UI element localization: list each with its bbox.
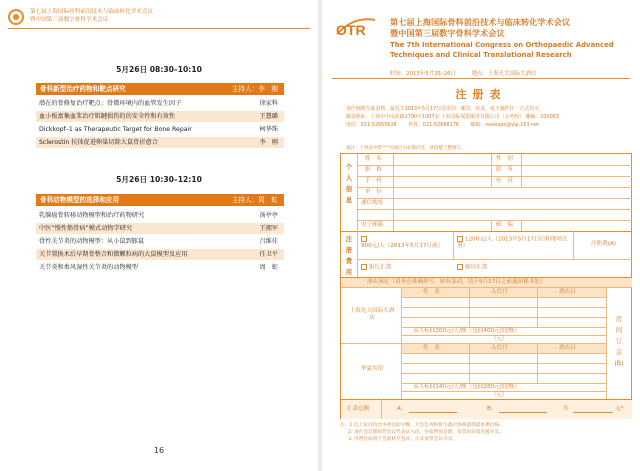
footer-note-1: 注：1.以上价目均含中西自助早餐，大会会务组将与酒店协商提供最优惠价格。 (340, 423, 504, 428)
header-divider (8, 28, 310, 29)
hotel-1-price: 双人标间200元/人/晚（包间400元/间/晚） (413, 328, 521, 334)
session-1-talk (36, 111, 284, 122)
contact-phone: 电话：021-52665618 (346, 122, 397, 128)
title-en-1: The 7th International Congress on Orthopaedic Advanced (390, 41, 614, 49)
program-page (0, 0, 318, 471)
intro-line-2: 邮寄地址：上海市中山北路2790号1007室 上海国际展览服务有限公司（会务组） 邮编：200063 (346, 114, 559, 120)
contact-email: 邮箱：realexpo@vip.163.net (470, 122, 540, 128)
session-1-host: 主持人：李 刚 (231, 85, 278, 93)
field-fax-label: 传 真 (496, 178, 513, 184)
talk-speaker: 汤亭亭 (259, 212, 278, 219)
session-1-talk (36, 137, 284, 148)
talk-speaker: 徐家科 (259, 100, 278, 107)
total-a: A: (397, 406, 403, 412)
talk-title: 血小板富集血浆治疗肌腱损伤的的安全性和有效性 (39, 113, 176, 120)
session-1-talk (36, 98, 284, 109)
section-fee-label: 注册费用 (345, 235, 353, 276)
required-note: 备注：下列表中带“*”号项目为必填内容，请清楚工整填写。 (346, 146, 466, 151)
talk-title: 潜在的骨修复治疗靶点：骨微环境内的血管发生因子 (39, 100, 182, 107)
fee-option-early[interactable]: 900元/人（2013年5月17日前） (361, 236, 451, 250)
pay-bank-checkbox[interactable] (361, 264, 367, 270)
hotel-1-name: 上海光大国际大酒店 (349, 308, 395, 321)
event-meta (390, 69, 536, 77)
title-cn-2: 暨中国第三届数字骨科学术会议 (390, 28, 505, 38)
session-2-talk (36, 236, 284, 247)
position-input[interactable] (522, 166, 631, 175)
hotel-1-col-checkin: 入住日 (491, 289, 508, 295)
title-cn-1: 第七届上海国际骨科前沿技术与临床转化学术会议 (390, 17, 571, 27)
footer-notes (340, 422, 632, 443)
email-input[interactable] (394, 221, 490, 230)
talk-title: 骨性关节炎的动物模型：从小鼠到豚鼠 (39, 238, 145, 245)
talk-title: 关节置换术后早期骨整合和微颗粒病的大鼠模型及应用 (39, 251, 188, 258)
field-position-label: 职 务 (496, 167, 513, 173)
talk-speaker: 周 虹 (259, 264, 278, 271)
talk-title: 乳腺癌骨转移动物模型和治疗药物研究 (39, 212, 145, 219)
page-header (8, 7, 310, 29)
hotel-1-col-name: 姓 名 (423, 289, 440, 295)
session-1-time: 5月26日 08:30–10:10 (116, 65, 202, 74)
title-input[interactable] (394, 166, 490, 175)
postcode-input[interactable] (522, 221, 631, 230)
talk-title: Sclerostin 抗体促进卵巢切除大鼠骨折愈合 (39, 139, 158, 146)
hotel-2-unit: （元） (491, 392, 508, 398)
talk-speaker: 李 刚 (259, 139, 278, 146)
fee-a-label: 注册费(A) (591, 241, 616, 247)
registration-page (322, 0, 640, 471)
session-2-talk (36, 223, 284, 234)
header-divider (332, 78, 630, 79)
footer-note-2: 2. 请在会议期间凭会议代表证入住，住宿费用自理，发票由宾馆直接开具。 (348, 430, 504, 435)
total-unit: 元* (615, 406, 624, 412)
section-personal-label: 个人信息 (345, 163, 353, 204)
hotel-1-unit: （元） (491, 336, 508, 342)
session-2-title-bar (36, 194, 284, 206)
header-line-2: 暨中国第三届数字骨科学术会议 (30, 17, 109, 23)
pay-post-checkbox[interactable] (457, 264, 463, 270)
name-input[interactable] (394, 155, 490, 164)
mobile-input[interactable] (394, 177, 490, 186)
hotel-2-price: 双人标间140元/人/晚（包间280元/间/晚） (413, 384, 521, 390)
field-gender-label: 性 别 (496, 156, 513, 162)
unit-input[interactable] (394, 188, 631, 197)
gender-input[interactable] (522, 155, 631, 164)
hotel-2-col-name: 姓 名 (423, 345, 440, 351)
session-2-talk (36, 262, 284, 273)
pay-post-option[interactable]: 邮局汇款 (457, 264, 487, 271)
form-title: 注册表 (455, 88, 507, 101)
field-mobile-label: 手 机 (365, 178, 382, 184)
event-venue: 地点：上海光大国际大酒店 (471, 71, 537, 77)
address-input[interactable] (394, 199, 631, 208)
field-address-label: 通信地址 (361, 200, 384, 206)
session-1-title: 骨科新型治疗药物和靶点研究 (40, 85, 126, 93)
talk-speaker: 吕维佳 (259, 238, 278, 245)
intro-line-1: 请仔细填写此表格，最迟于2013年5月17日前寄回：邮寄、传真、电子邮件任一方式均可。 (346, 106, 544, 112)
field-title-label: 职 称 (365, 167, 382, 173)
contact-fax: 传真：021-52668178 (408, 122, 459, 128)
fee-option-late[interactable]: 1200元/人（2013年5月17日后和现场注册） (457, 236, 568, 250)
logo-text: OTR (336, 22, 366, 38)
talk-speaker: 王拥军 (259, 225, 278, 232)
footer-note-3: 3. 房费住宿请于会前转至会议，正式发票会议开具。 (348, 437, 458, 442)
talk-title: Dickkopf–1 as Therapeutic Target for Bone Repair (39, 126, 192, 133)
session-2-host: 主持人：周 虹 (231, 196, 278, 204)
page-number: 16 (153, 446, 165, 455)
talk-speaker: 王慧璐 (259, 113, 278, 120)
field-unit-label: 单 位 (365, 189, 382, 195)
fax-input[interactable] (522, 177, 631, 186)
hotel-2-col-checkin: 入住日 (491, 345, 508, 351)
session-2-talk (36, 210, 284, 221)
talk-speaker: 任卫平 (259, 251, 278, 258)
hotel-header: 酒店预定（请务必准确填写，如有变动，请于5月17日之前通知秘书处） (367, 279, 546, 285)
hotel-2-col-checkout: 离店日 (559, 345, 576, 351)
session-1-talk (36, 124, 284, 135)
hotel-1-col-checkout: 离店日 (559, 289, 576, 295)
session-1-title-bar (36, 83, 284, 95)
otr-logo (334, 14, 378, 40)
fee-late-checkbox[interactable] (457, 236, 463, 242)
header-line-1: 第七届上海国际骨科前沿技术与临床转化学术会议 (30, 9, 154, 15)
total-label: 汇款总额 (347, 406, 370, 412)
field-email-label: 电子邮箱 (361, 222, 384, 228)
talk-title: 中医“慢性筋骨病”模式动物学研究 (39, 225, 133, 232)
pay-bank-option[interactable]: 银行汇款 (361, 264, 391, 271)
session-2-title: 骨科动物模型的选择和应用 (40, 196, 120, 204)
field-name-label: 姓 名 (365, 156, 382, 162)
event-time: 时间：2013年5月25–26日 (390, 71, 456, 77)
total-sum: 共 (563, 406, 569, 412)
session-2-talk (36, 249, 284, 260)
fee-early-checkbox[interactable] (361, 236, 367, 242)
contact-line (346, 121, 626, 129)
talk-speaker: 柯华珠 (259, 126, 278, 133)
total-b: B: (487, 406, 493, 412)
session-2-time: 5月26日 10:30–12:10 (116, 175, 202, 184)
hotel-2-name: 华夏宾馆 (360, 366, 384, 372)
otr-logo-icon (8, 9, 24, 25)
talk-title: 关节炎和类风湿性关节炎的动物模型 (39, 264, 138, 271)
field-postcode-label: 邮 编 (496, 222, 513, 228)
registration-form (340, 153, 632, 419)
room-fee-label: 房间订金(B) (614, 315, 624, 367)
title-en-2: Techniques and Clinical Translational Research (390, 51, 572, 59)
